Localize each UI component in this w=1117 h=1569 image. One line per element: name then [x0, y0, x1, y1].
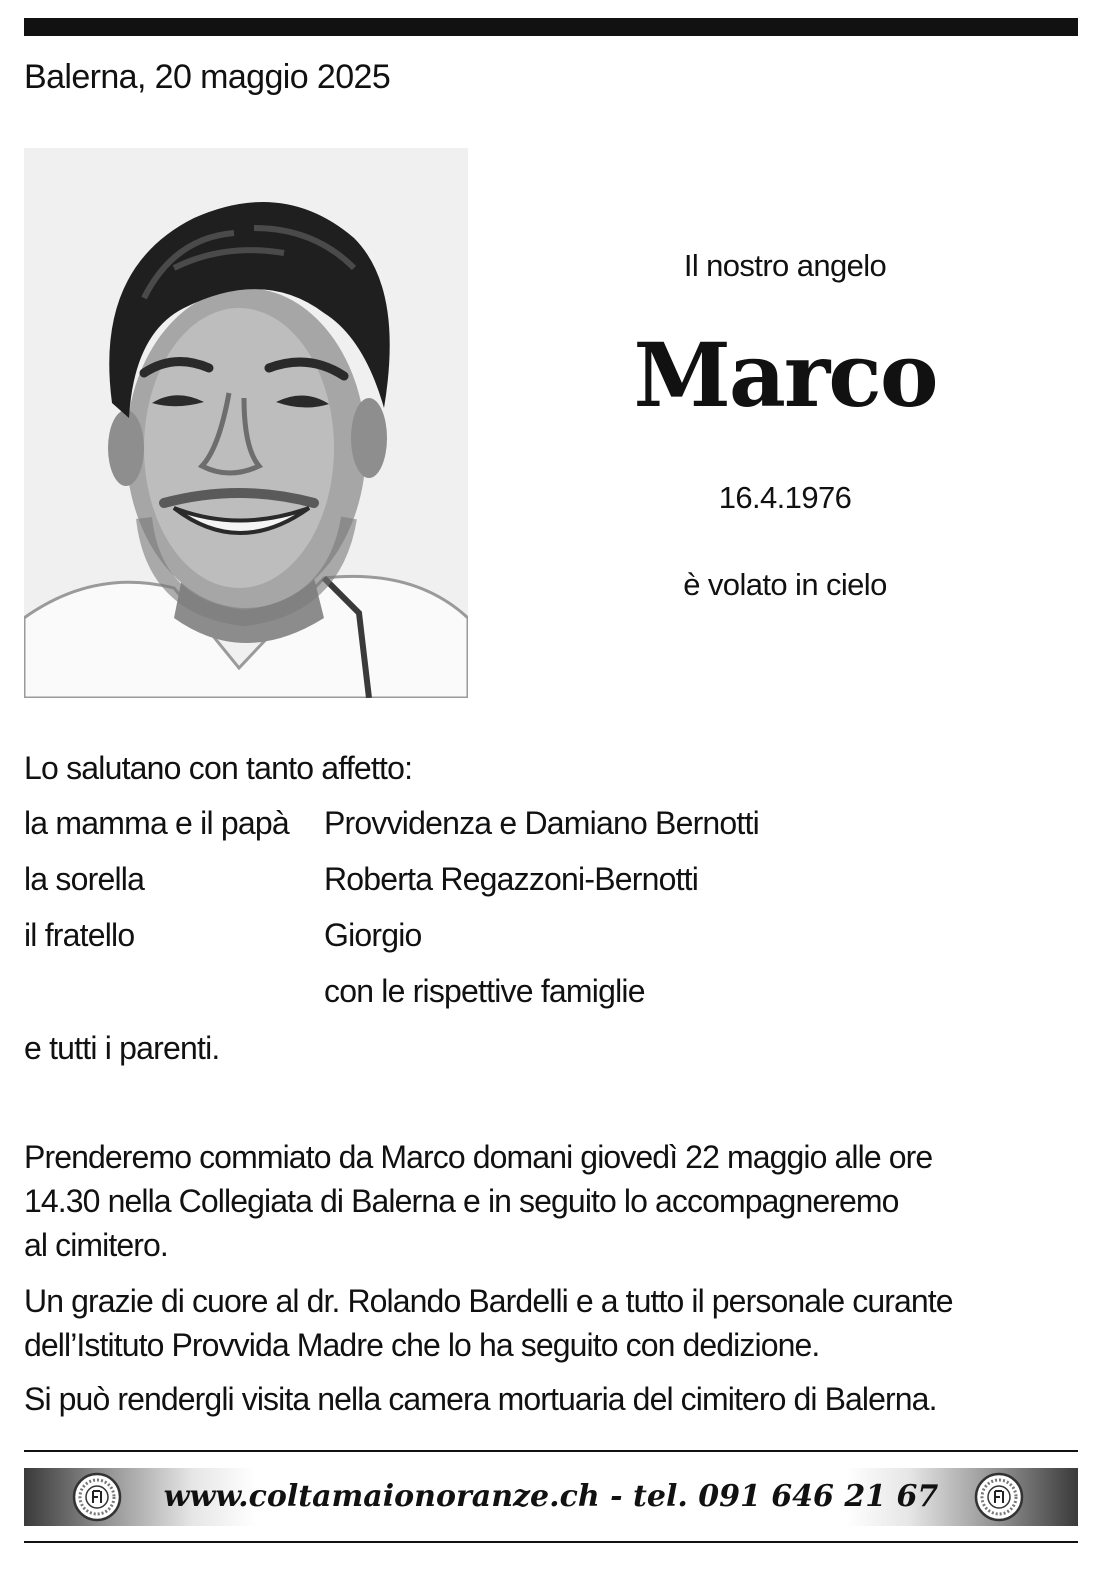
- portrait-photo-icon: [24, 148, 468, 698]
- mourner-row: [24, 915, 1084, 971]
- top-rule: [24, 18, 1078, 36]
- thanks-notice: [24, 1279, 1094, 1367]
- portrait-photo: [24, 148, 468, 698]
- funeral-home-footer: [24, 1468, 1078, 1526]
- footer-separator: -: [599, 1479, 633, 1514]
- footer-top-rule: [24, 1450, 1078, 1452]
- funeral-home-seal-icon: [974, 1472, 1024, 1522]
- mourner-role: il fratello: [24, 917, 135, 953]
- funeral-notice: [24, 1135, 1094, 1267]
- funeral-notice-line: 14.30 nella Collegiata di Balerna e in seguito lo accompagneremo: [24, 1183, 899, 1219]
- mourner-row: [24, 859, 1084, 915]
- mourner-row: [24, 971, 1084, 1027]
- mourner-row: [24, 803, 1084, 859]
- passed-text: è volato in cielo: [683, 567, 887, 602]
- mourners-greeting: Lo salutano con tanto affetto:: [24, 750, 413, 786]
- mourner-names: Roberta Regazzoni-Bernotti: [324, 861, 699, 897]
- website-link[interactable]: www.coltamaionoranze.ch: [163, 1479, 600, 1514]
- mourner-names: con le rispettive famiglie: [324, 973, 645, 1009]
- funeral-notice-line: Prenderemo commiato da Marco domani giovedì 22 maggio alle ore: [24, 1139, 933, 1175]
- footer-bottom-rule: [24, 1541, 1078, 1543]
- deceased-name: Marco: [633, 323, 937, 427]
- thanks-notice-line: dell’Istituto Provvida Madre che lo ha seguito con dedizione.: [24, 1327, 820, 1363]
- mourners-list: [24, 803, 1084, 1027]
- visit-notice: Si può rendergli visita nella camera mortuaria del cimitero di Balerna.: [24, 1381, 937, 1417]
- birth-date: 16.4.1976: [718, 480, 852, 515]
- funeral-notice-line: al cimitero.: [24, 1227, 168, 1263]
- mourner-role: la mamma e il papà: [24, 805, 289, 841]
- mourner-role: la sorella: [24, 861, 145, 897]
- intro-text: Il nostro angelo: [683, 248, 887, 283]
- mourner-names: Giorgio: [324, 917, 422, 953]
- mourner-names: Provvidenza e Damiano Bernotti: [324, 805, 759, 841]
- footer-contact: [24, 1468, 1078, 1526]
- place-date: Balerna, 20 maggio 2025: [24, 58, 391, 96]
- closing-relatives: e tutti i parenti.: [24, 1030, 220, 1066]
- thanks-notice-line: Un grazie di cuore al dr. Rolando Bardelli e a tutto il personale curante: [24, 1283, 953, 1319]
- phone-number[interactable]: tel. 091 646 21 67: [633, 1479, 939, 1514]
